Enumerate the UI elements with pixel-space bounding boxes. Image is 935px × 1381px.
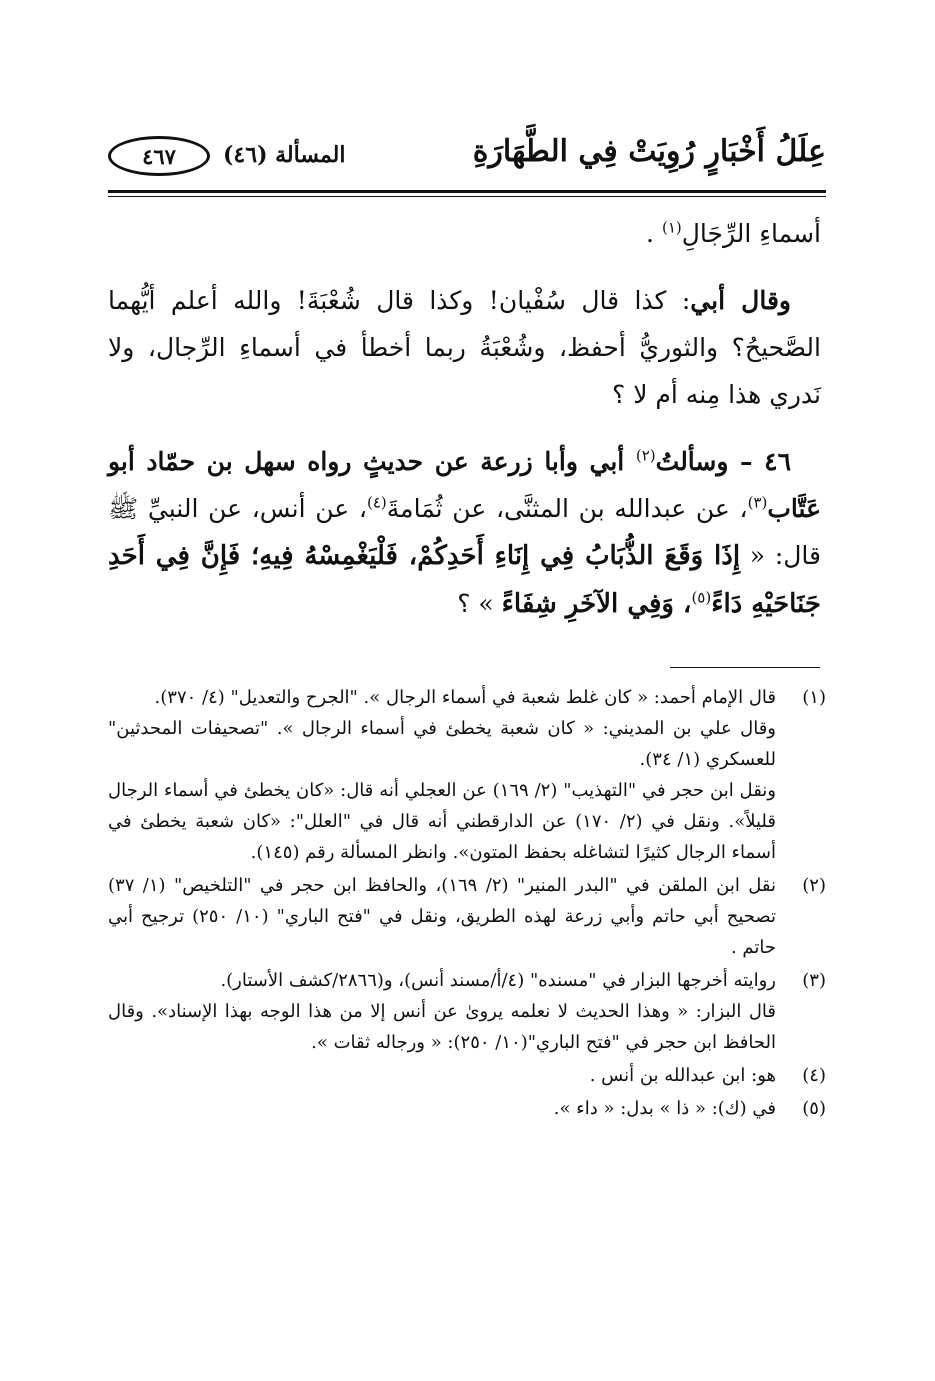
issue-label: المسألة (٤٦)	[223, 142, 346, 168]
footnote-5	[108, 1093, 826, 1124]
footnote-body	[108, 965, 776, 1058]
footnote-2	[108, 870, 826, 963]
paragraph-2	[108, 277, 821, 418]
footnote-para: روايته أخرجها البزار في "مسنده" (٤/أ/مسند أنس)، و(٢٨٦٦/كشف الأستار).	[220, 970, 776, 991]
p3-end: » ؟	[457, 589, 502, 618]
paragraph-1	[108, 210, 821, 257]
footnote-separator	[670, 667, 820, 668]
p3-part1: أبي وأبا زرعة عن حديثٍ رواه سهل بن حمّاد أبو عَتَّاب	[108, 447, 821, 523]
footnote-para: نقل ابن الملقن في "البدر المنير" (٢/ ١٦٩)، والحافظ ابن حجر في "التلخيص" (١/ ٣٧) تصحيح أبي حاتم وأبي زرعة لهذه الطريق، ونقل في "فتح الباري" (١٠/ ٢٥٠) ترجيح أبي حاتم .	[108, 875, 776, 958]
p2-text: : كذا قال سُفْيان! وكذا قال شُعْبَةَ! والله أعلم أيُّهما الصَّحيحُ؟ والثوريُّ أحفظ، وشُعْبَةُ ربما أخطأ في أسماءِ الرِّجال، ولا نَدري هذا مِنه أم لا ؟	[108, 286, 821, 409]
footnotes	[108, 682, 826, 1126]
p3-part3: ، عن أنس، عن النبيِّ ﷺ قال: «	[108, 494, 822, 570]
hadith-text-1: إِذَا وَقَعَ الذُّبَابُ فِي إِنَاءِ أَحَدِكُمْ، فَلْيَغْمِسْهُ فِيهِ؛ فَإِنَّ فِي أَحَدِ جَنَاحَيْهِ دَاءً	[108, 541, 821, 619]
footnote-number: (١)	[802, 687, 826, 708]
footnote-body	[108, 1093, 776, 1124]
header-rule-thin	[108, 196, 826, 197]
p1-end: .	[646, 219, 662, 248]
note-ref-2: (٢)	[635, 446, 656, 465]
page-header	[108, 128, 826, 190]
page-number: ٤٦٧	[142, 143, 176, 169]
footnote-para: قال الإمام أحمد: « كان غلط شعبة في أسماء الرجال ». "الجرح والتعديل" (٤/ ٣٧٠).	[154, 687, 776, 708]
p3-lead: ٤٦ – وسألتُ	[655, 447, 791, 476]
footnote-para: هو: ابن عبدالله بن أنس .	[589, 1065, 776, 1086]
footnote-body	[108, 1060, 776, 1091]
p2-lead: وقال أبي	[690, 286, 791, 315]
p1-text: أسماءِ الرِّجَالِ	[681, 219, 821, 248]
footnote-body	[108, 682, 776, 868]
footnote-body	[108, 870, 776, 963]
p3-part2: ، عن عبدالله بن المثنَّى، عن ثُمَامةَ	[386, 494, 748, 523]
main-text	[108, 210, 821, 628]
footnote-para: قال البزار: « وهذا الحديث لا نعلمه يروىٰ عن أنس إلا من هذا الوجه بهذا الإسناد». وقال الحافظ ابن حجر في "فتح الباري"(١٠/ ٢٥٠): « ورجاله ثقات ».	[108, 1001, 776, 1053]
footnote-4	[108, 1060, 826, 1091]
footnote-1	[108, 682, 826, 868]
footnote-para: وقال علي بن المديني: « كان شعبة يخطئ في أسماء الرجال ». "تصحيفات المحدثين" للعسكري (١/ ٣٤).	[108, 718, 776, 770]
footnote-number: (٥)	[802, 1098, 826, 1119]
footnote-number: (٢)	[802, 875, 826, 896]
note-ref-5: (٥)	[691, 588, 712, 607]
hadith-text-2: ، وَفِي الآخَرِ شِفَاءً	[501, 589, 692, 619]
footnote-number: (٤)	[802, 1065, 826, 1086]
paragraph-3	[108, 438, 821, 628]
footnote-3	[108, 965, 826, 1058]
note-ref-3: (٣)	[747, 493, 768, 512]
note-ref-1: (١)	[661, 218, 682, 237]
note-ref-4: (٤)	[367, 493, 387, 512]
header-rule	[108, 190, 826, 193]
page-number-badge	[108, 136, 210, 176]
footnote-para: ونقل ابن حجر في "التهذيب" (٢/ ١٦٩) عن العجلي أنه قال: «كان يخطئ في أسماء الرجال قليلاً». ونقل في (٢/ ١٧٠) عن الدارقطني أنه قال في "العلل": «كان شعبة يخطئ في أسماء الرجال كثيرًا لتشاغله بحفظ المتون». وانظر المسألة رقم (١٤٥).	[108, 780, 776, 863]
footnote-number: (٣)	[802, 970, 826, 991]
footnote-para: في (ك): « ذا » بدل: « داء ».	[553, 1098, 776, 1119]
book-title: عِلَلُ أَخْبَارٍ رُوِيَتْ فِي الطَّهَارَةِ	[472, 134, 826, 169]
